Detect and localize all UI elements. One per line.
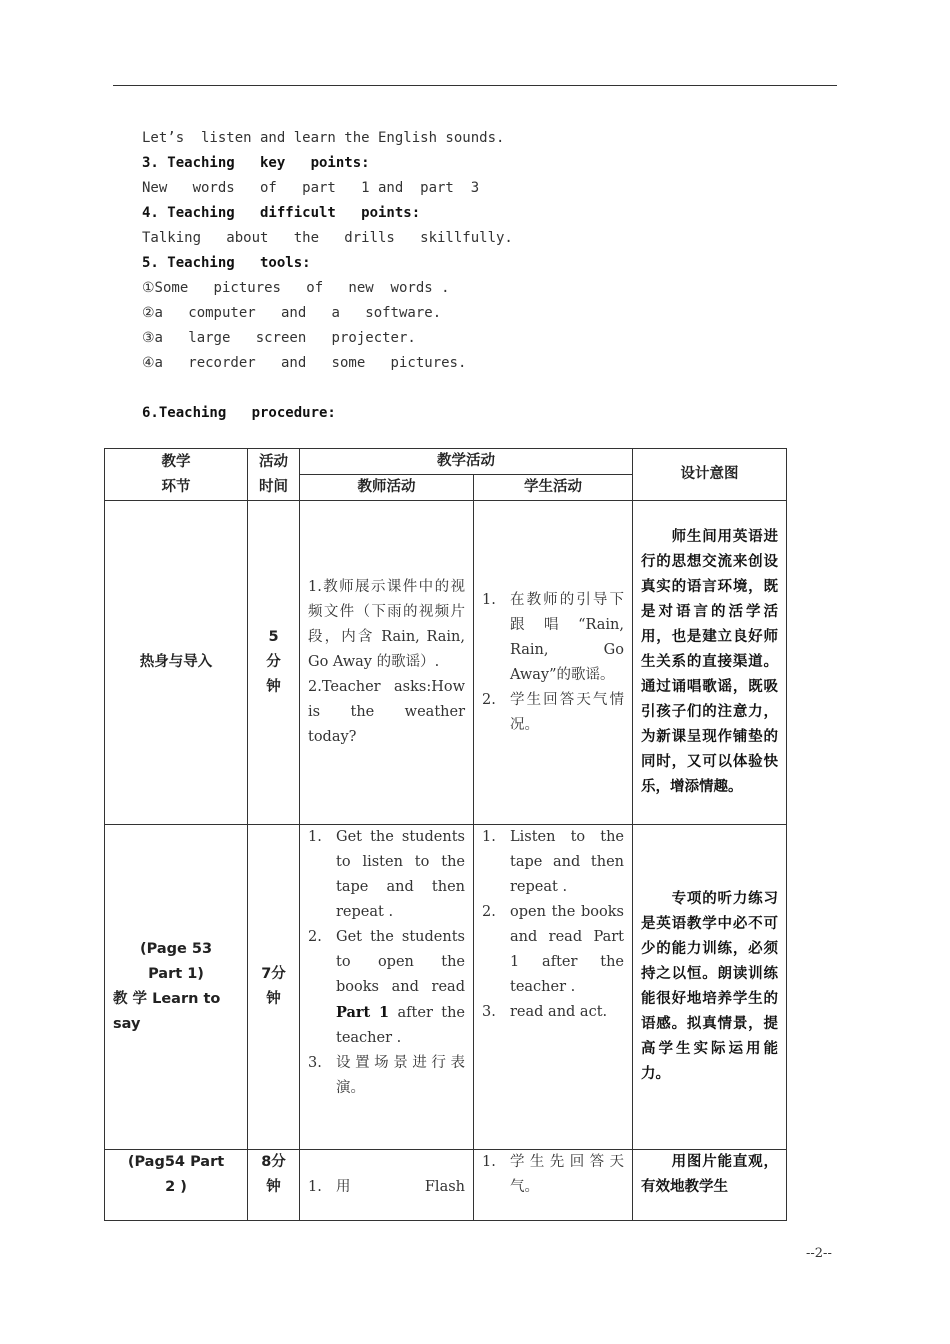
section-heading-tools: 5. Teaching tools: <box>142 255 311 271</box>
intent-cell: 专项的听力练习是英语教学中必不可少的能力训练，必须持之以恒。朗读训练能很好地培养学生的语感。拟真情景，提高学生实际运用能力。 <box>633 825 787 1150</box>
intro-line: Talking about the drills skillfully. <box>142 230 513 246</box>
teacher-activity-cell: 1. 用 Flash <box>300 1150 474 1221</box>
time-cell: 7分 钟 <box>248 825 300 1150</box>
time-cell: 8分 钟 <box>248 1150 300 1221</box>
student-activity-cell: 1. Listen to the tape and then repeat . 2. open the books and read Part 1 after the teacher . 3. read and act. <box>474 825 633 1150</box>
header-rule <box>113 85 837 86</box>
header-activity: 教学活动 <box>300 449 633 475</box>
tool-item: ④a recorder and some pictures. <box>142 355 467 371</box>
table-row <box>105 1150 787 1221</box>
header-stage: 教学 环节 <box>105 449 248 501</box>
tool-item: ③a large screen projecter. <box>142 330 416 346</box>
table-row <box>105 501 787 825</box>
stage-cell: (Page 53 Part 1) 教 学 Learn to say <box>105 825 248 1150</box>
intro-line: Let’s listen and learn the English sounds. <box>142 130 505 146</box>
section-heading-key-points: 3. Teaching key points: <box>142 155 370 171</box>
header-time: 活动 时间 <box>248 449 300 501</box>
intent-cell: 用图片能直观，有效地教学生 <box>633 1150 787 1221</box>
time-cell: 5 分 钟 <box>248 501 300 825</box>
teacher-activity-cell: 1.教师展示课件中的视频文件（下雨的视频片段，内含 Rain, Rain, Go Away 的歌谣）. 2.Teacher asks:How is the weather today? <box>300 501 474 825</box>
teacher-activity-cell: 1. Get the students to listen to the tape and then repeat . 2. Get the students to open the books and read Part 1 after the teacher . 3. 设置场景进行表演。 <box>300 825 474 1150</box>
page-number: --2-- <box>806 1246 832 1261</box>
stage-cell: (Pag54 Part 2 ) <box>105 1150 248 1221</box>
intro-line: New words of part 1 and part 3 <box>142 180 480 196</box>
student-activity-cell: 1. 在教师的引导下跟唱“Rain, Rain, Go Away”的歌谣。 2. 学生回答天气情况。 <box>474 501 633 825</box>
section-heading-procedure: 6.Teaching procedure: <box>142 405 336 421</box>
header-teacher: 教师活动 <box>300 475 474 501</box>
tool-item: ②a computer and a software. <box>142 305 442 321</box>
header-intent: 设计意图 <box>633 449 787 501</box>
table-row <box>105 825 787 1150</box>
stage-cell: 热身与导入 <box>105 501 248 825</box>
header-student: 学生活动 <box>474 475 633 501</box>
procedure-table <box>104 448 787 1221</box>
intro-section <box>142 126 842 426</box>
tool-item: ①Some pictures of new words . <box>142 280 450 296</box>
intent-cell: 师生间用英语进行的思想交流来创设真实的语言环境，既是对语言的活学活用，也是建立良好师生关系的直接渠道。通过诵唱歌谣，既吸引孩子们的注意力，为新课呈现作铺垫的同时，又可以体验快乐，增添情趣。 <box>633 501 787 825</box>
student-activity-cell: 1. 学生先回答天气。 <box>474 1150 633 1221</box>
section-heading-difficult-points: 4. Teaching difficult points: <box>142 205 421 221</box>
